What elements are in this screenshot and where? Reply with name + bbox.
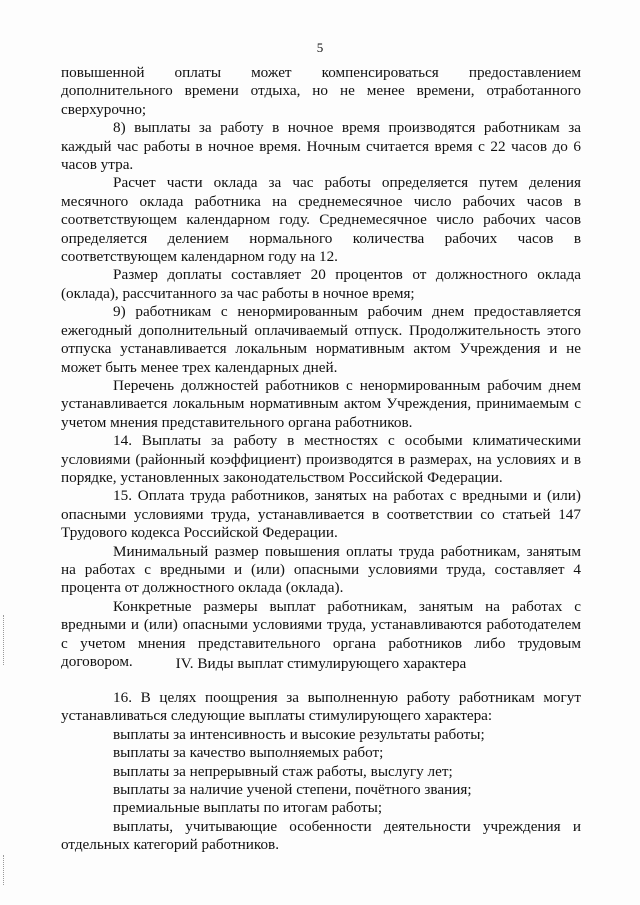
incentive-list-block [61, 689, 581, 855]
paragraph-night-surcharge: Размер доплаты составляет 20 процентов от должностного оклада (оклада), рассчитанного за час работы в ночное время; [61, 266, 581, 302]
paragraph-irregular-hours-leave: 9) работникам с ненормированным рабочим днем предоставляется ежегодный дополнительный оплачиваемый отпуск. Продолжительность этого отпуска устанавливается локальным нормативным актом Учреждения и не может быть менее трех календарных дней. [61, 303, 581, 376]
page-number: 5 [316, 40, 324, 55]
list-item-seniority: выплаты за непрерывный стаж работы, выслугу лет; [113, 762, 453, 780]
list-item-intensity: выплаты за интенсивность и высокие результаты работы; [113, 725, 485, 743]
paragraph-climate-coefficient: 14. Выплаты за работу в местностях с особыми климатическими условиями (районный коэффициент) производятся в размерах, на условиях и в порядке, установленных законодательством Российской Федерации. [61, 432, 581, 486]
paragraph-incentive-intro: 16. В целях поощрения за выполненную работу работникам могут устанавливаться следующие выплаты стимулирующего характера: [61, 689, 581, 725]
paragraph-hazardous-pay: 15. Оплата труда работников, занятых на работах с вредными и (или) опасными условиями труда, устанавливается в соответствии со статьей 147 Трудового кодекса Российской Федерации. [61, 487, 581, 542]
paragraph-hazardous-amounts: Конкретные размеры выплат работникам, занятым на работах с вредными и (или) опасными условиями труда, устанавливаются работодателем с учетом мнения представительного органа работников либо трудовым договором. [61, 597, 581, 670]
paragraph-night-work: 8) выплаты за работу в ночное время производятся работникам за каждый час работы в ночное время. Ночным считается время с 22 часов до 6 часов утра. [61, 119, 581, 174]
body-text-block [61, 64, 581, 671]
paragraph-hourly-rate: Расчет части оклада за час работы определяется путем деления месячного оклада работника на среднемесячное число рабочих часов в соответствующем календарном году. Среднемесячное число рабочих часов определяется делением нормального количества рабочих часов в соответствующем календарном году на 12. [61, 174, 581, 266]
scan-edge-mark [3, 615, 6, 665]
list-item-degree: выплаты за наличие ученой степени, почётного звания; [113, 781, 472, 799]
list-item-special-features: выплаты, учитывающие особенности деятельности учреждения и отдельных категорий работников. [61, 817, 581, 854]
paragraph-hazardous-minimum: Минимальный размер повышения оплаты труда работникам, занятым на работах с вредными и (или) опасными условиями труда, составляет 4 процента от должностного оклада (оклада). [61, 542, 581, 597]
list-item-bonus: премиальные выплаты по итогам работы; [113, 799, 383, 817]
scan-edge-mark-bottom [3, 855, 6, 885]
section-heading: IV. Виды выплат стимулирующего характера [175, 655, 467, 672]
paragraph-overtime-continuation: повышенной оплаты может компенсироваться предоставлением дополнительного времени отдыха, но не менее времени, отработанного сверхурочно; [61, 64, 581, 118]
paragraph-irregular-hours-list: Перечень должностей работников с ненормированным рабочим днем устанавливается локальным нормативным актом Учреждения, принимаемым с учетом мнения представительного органа работников. [61, 376, 581, 431]
list-item-quality: выплаты за качество выполняемых работ; [113, 744, 384, 762]
